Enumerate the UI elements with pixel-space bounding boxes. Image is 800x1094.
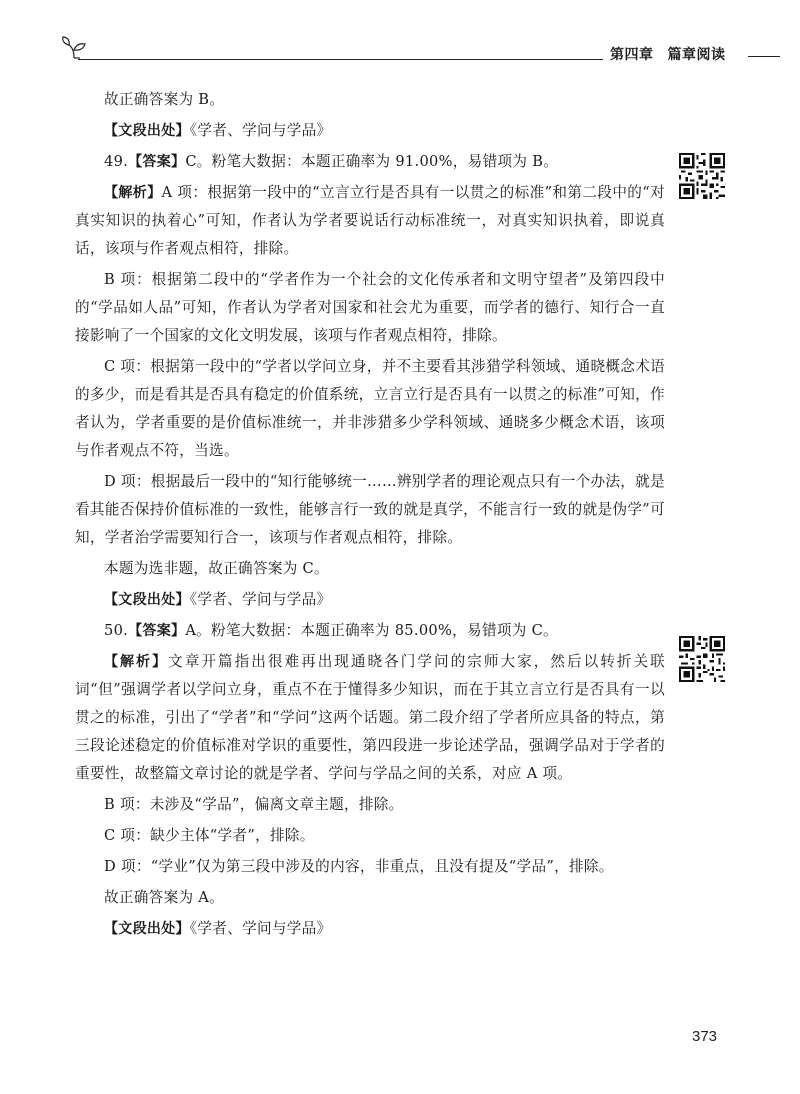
chapter-number: 第四章 bbox=[610, 47, 654, 63]
section-title: 篇章阅读 bbox=[667, 47, 726, 63]
analysis-paragraph bbox=[75, 179, 665, 263]
paragraph bbox=[75, 586, 665, 614]
paragraph bbox=[75, 915, 665, 943]
paragraph bbox=[75, 555, 665, 583]
paragraph bbox=[75, 853, 665, 881]
paragraph-text: 故正确答案为 B。 bbox=[104, 91, 225, 108]
paragraph-text: B 项：未涉及“学品”，偏离文章主题，排除。 bbox=[104, 796, 404, 813]
qr-code-icon[interactable] bbox=[679, 153, 725, 199]
paragraph bbox=[75, 791, 665, 819]
paragraph-text: A 项：根据第一段中的“立言立行是否具有一以贯之的标准”和第二段中的“对真实知识的执着心”可知，作者认为学者要说话行动标准统一，对真实知识执着，即说真话，该项与作者观点相符，排除。 bbox=[75, 184, 665, 257]
paragraph bbox=[75, 266, 665, 350]
source-tag: 【文段出处】 bbox=[104, 921, 190, 937]
paragraph bbox=[75, 884, 665, 912]
paragraph-text: B 项：根据第二段中的“学者作为一个社会的文化传承者和文明守望者”及第四段中的“学品如人品”可知，作者认为学者对国家和社会尤为重要，而学者的德行、知行合一直接影响了一个国家的文化文明发展，该项与作者观点相符，排除。 bbox=[75, 271, 665, 344]
answer-49 bbox=[75, 148, 665, 176]
paragraph bbox=[75, 822, 665, 850]
paragraph-text: A。粉笔大数据：本题正确率为 85.00%，易错项为 C。 bbox=[185, 622, 558, 639]
paragraph bbox=[75, 117, 665, 145]
paragraph-text: 故正确答案为 A。 bbox=[104, 889, 225, 906]
source-tag: 【文段出处】 bbox=[104, 592, 190, 608]
question-number: 50. bbox=[104, 622, 129, 639]
header-rule-right bbox=[748, 56, 780, 57]
paragraph-text: 本题为选非题，故正确答案为 C。 bbox=[104, 560, 329, 577]
paragraph bbox=[75, 468, 665, 552]
paragraph bbox=[75, 353, 665, 465]
answer-tag: 【答案】 bbox=[128, 623, 186, 639]
source-tag: 【文段出处】 bbox=[104, 123, 190, 139]
analysis-paragraph bbox=[75, 648, 665, 788]
analysis-tag: 【解析】 bbox=[104, 654, 169, 670]
paragraph-text: 文章开篇指出很难再出现通晓各门学问的宗师大家，然后以转折关联词“但”强调学者以学问立身，重点不在于懂得多少知识，而在于其立言立行是否具有一以贯之的标准，引出了“学者”和“学问”这两个话题。第二段介绍了学者所应具备的特点，第三段论述稳定的价值标准对学识的重要性，第四段进一步论述学品，强调学品对于学者的重要性，故整篇文章讨论的就是学者、学问与学品之间的关系，对应 A 项。 bbox=[75, 653, 665, 782]
paragraph-text: 《学者、学问与学品》 bbox=[189, 920, 332, 937]
qr-code-icon[interactable] bbox=[679, 636, 725, 682]
paragraph bbox=[75, 86, 665, 114]
answer-tag: 【答案】 bbox=[128, 154, 186, 170]
header-rule bbox=[78, 59, 603, 60]
paragraph-text: C 项：缺少主体“学者”，排除。 bbox=[104, 827, 315, 844]
sprout-leaf-icon bbox=[60, 34, 90, 60]
chapter-title bbox=[610, 44, 726, 64]
paragraph-text: C。粉笔大数据：本题正确率为 91.00%，易错项为 B。 bbox=[185, 153, 559, 170]
running-header bbox=[60, 34, 780, 64]
paragraph-text: D 项：“学业”仅为第三段中涉及的内容，非重点，且没有提及“学品”，排除。 bbox=[104, 858, 614, 875]
page-number: 373 bbox=[692, 1028, 718, 1045]
paragraph-text: C 项：根据第一段中的“学者以学问立身，并不主要看其涉猎学科领域、通晓概念术语的多少，而是看其是否具有稳定的价值系统，立言立行是否具有一以贯之的标准”可知，作者认为，学者重要的是价值标准统一，并非涉猎多少学科领域、通晓多少概念术语，该项与作者观点不符，当选。 bbox=[75, 358, 665, 459]
answer-50 bbox=[75, 617, 665, 645]
paragraph-text: D 项：根据最后一段中的“知行能够统一……辨别学者的理论观点只有一个办法，就是看其能否保持价值标准的一致性，能够言行一致的就是真学，不能言行一致的就是伪学”可知，学者治学需要知行合一，该项与作者观点相符，排除。 bbox=[75, 473, 665, 546]
analysis-tag: 【解析】 bbox=[104, 185, 162, 201]
paragraph-text: 《学者、学问与学品》 bbox=[189, 122, 332, 139]
question-number: 49. bbox=[104, 153, 129, 170]
body-text bbox=[75, 86, 665, 943]
paragraph-text: 《学者、学问与学品》 bbox=[189, 591, 332, 608]
